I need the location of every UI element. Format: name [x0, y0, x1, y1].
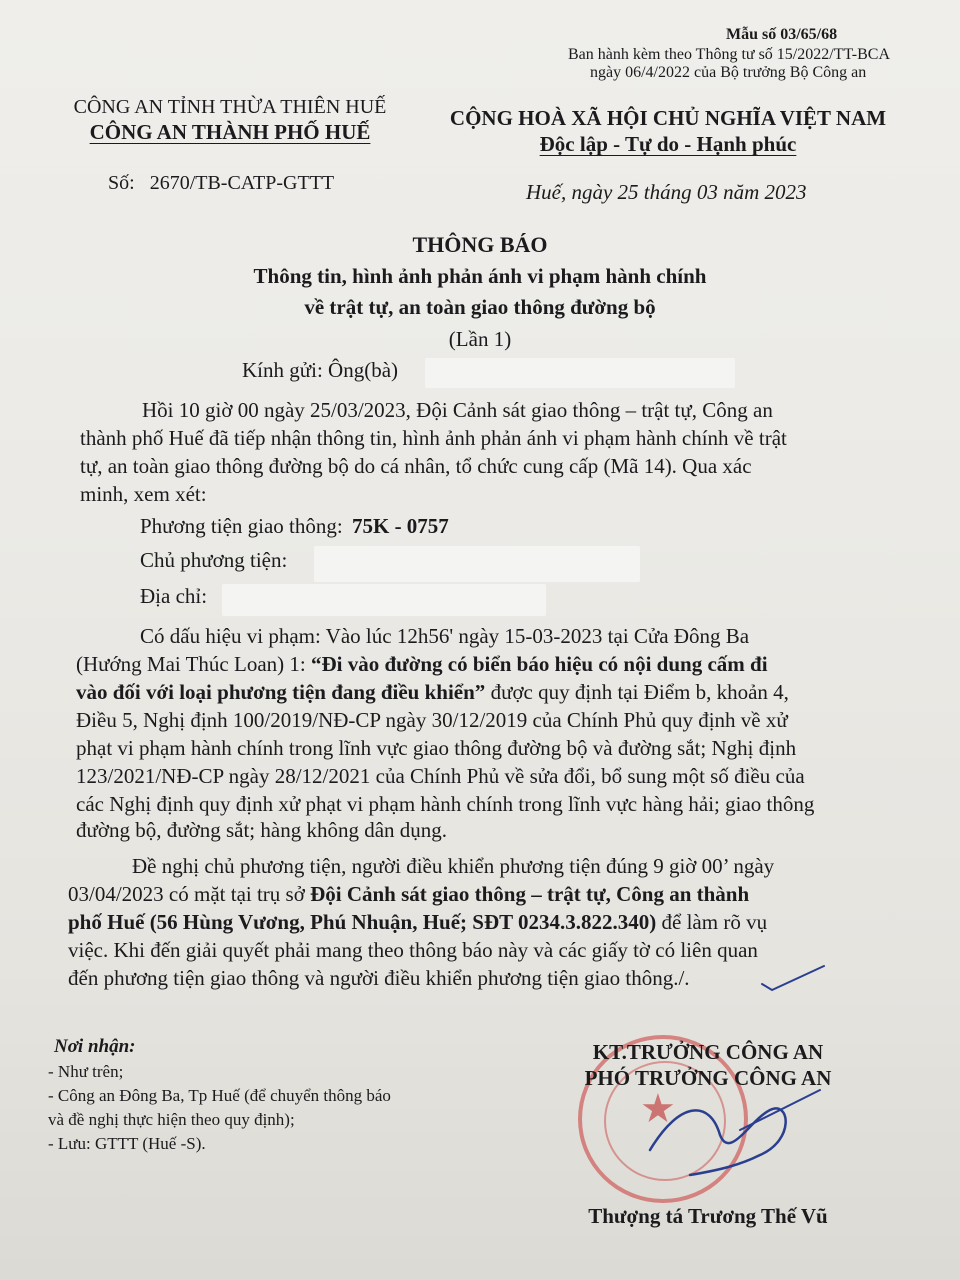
request-line-5: đến phương tiện giao thông và người điều khiển phương tiện giao thông./. — [68, 966, 690, 990]
violation-line-5: phạt vi phạm hành chính trong lĩnh vực giao thông đường bộ và đường sắt; Nghị định — [76, 736, 797, 760]
violation-line-4: Điều 5, Nghị định 100/2019/NĐ-CP ngày 30/12/2019 của Chính Phủ quy định về xử — [76, 708, 788, 732]
recipient-1: - Như trên; — [48, 1062, 124, 1081]
agency-name-text: CÔNG AN THÀNH PHỐ HUẾ — [89, 120, 371, 144]
form-issued-with: Ban hành kèm theo Thông tư số 15/2022/TT-BCA — [568, 46, 890, 63]
doc-number-label: Số: — [108, 172, 135, 194]
doc-number-line — [108, 172, 334, 195]
request-line-2 — [68, 882, 749, 907]
violation-line-6: 123/2021/NĐ-CP ngày 28/12/2021 của Chính Phủ về sửa đổi, bổ sung một số điều của — [76, 764, 805, 788]
recipient-2-cont: và đề nghị thực hiện theo quy định); — [48, 1110, 295, 1129]
seal-star-icon: ★ — [640, 1086, 676, 1131]
violation-offense-part-1: “Đi vào đường có biển báo hiệu có nội dung cấm đi — [310, 652, 768, 676]
vehicle-label: Phương tiện giao thông: — [140, 514, 343, 538]
title-line-2: về trật tự, an toàn giao thông đường bộ — [304, 295, 656, 319]
agency-parent: CÔNG AN TỈNH THỪA THIÊN HUẾ — [73, 96, 387, 118]
nation-motto — [428, 132, 908, 157]
recipient-3: - Lưu: GTTT (Huế -S). — [48, 1134, 206, 1153]
signature-title-2: PHÓ TRƯỞNG CÔNG AN — [584, 1066, 832, 1090]
vehicle-plate: 75K - 0757 — [351, 514, 449, 538]
title-line-1: Thông tin, hình ảnh phản ánh vi phạm hành chính — [253, 264, 707, 288]
intro-line-4: minh, xem xét: — [80, 482, 207, 506]
recipients-title: Nơi nhận: — [54, 1036, 136, 1057]
nation-name: CỘNG HOÀ XÃ HỘI CHỦ NGHĨA VIỆT NAM — [449, 106, 887, 130]
nation-motto-text: Độc lập - Tự do - Hạnh phúc — [539, 132, 797, 156]
violation-line-7: các Nghị định quy định xử phạt vi phạm hành chính trong lĩnh vực hàng hải; giao thông — [76, 792, 815, 816]
request-unit: Đội Cảnh sát giao thông – trật tự, Công an thành — [310, 882, 750, 906]
intro-line-3: tự, an toàn giao thông đường bộ do cá nhân, tổ chức cung cấp (Mã 14). Qua xác — [80, 454, 752, 478]
handwritten-signature — [620, 1080, 840, 1190]
check-mark — [758, 962, 828, 992]
recipient-2: - Công an Đông Ba, Tp Huế (để chuyển thông báo — [48, 1086, 391, 1105]
request-line-3 — [68, 910, 767, 935]
place-date: Huế, ngày 25 tháng 03 năm 2023 — [526, 180, 807, 204]
vehicle-line — [140, 514, 449, 539]
violation-line-8: đường bộ, đường sắt; hàng không dân dụng. — [76, 818, 448, 842]
form-number: Mẫu số 03/65/68 — [726, 26, 838, 43]
redacted-owner — [314, 546, 640, 582]
document-title: THÔNG BÁO — [412, 232, 548, 257]
doc-number: 2670/TB-CATP-GTTT — [149, 172, 335, 194]
intro-line-2: thành phố Huế đã tiếp nhận thông tin, hình ảnh phản ánh vi phạm hành chính về trật — [80, 426, 787, 450]
intro-line-1: Hồi 10 giờ 00 ngày 25/03/2023, Đội Cảnh sát giao thông – trật tự, Công an — [142, 398, 773, 422]
request-line-4: việc. Khi đến giải quyết phải mang theo thông báo này và các giấy tờ có liên quan — [68, 938, 758, 962]
redacted-addressee — [425, 358, 735, 388]
agency-name — [40, 120, 420, 145]
form-issued-date: ngày 06/4/2022 của Bộ trưởng Bộ Công an — [590, 64, 867, 81]
request-date: 03/04/2023 có mặt tại trụ sở — [68, 882, 311, 906]
addressee-label: Kính gửi: Ông(bà) — [242, 358, 399, 382]
request-line-1: Đề nghị chủ phương tiện, người điều khiển phương tiện đúng 9 giờ 00’ ngày — [132, 854, 775, 878]
owner-label: Chủ phương tiện: — [140, 548, 288, 572]
violation-offense-part-2: vào đối với loại phương tiện đang điều khiển” — [76, 680, 486, 704]
violation-line-2 — [76, 652, 768, 677]
violation-line-1: Có dấu hiệu vi phạm: Vào lúc 12h56' ngày 15-03-2023 tại Cửa Đông Ba — [140, 624, 750, 648]
signer-name: Thượng tá Trương Thế Vũ — [588, 1204, 828, 1228]
signature-title-1: KT.TRƯỞNG CÔNG AN — [592, 1040, 824, 1064]
address-label: Địa chỉ: — [140, 584, 208, 608]
violation-regulation: được quy định tại Điểm b, khoản 4, — [485, 680, 789, 704]
request-purpose: để làm rõ vụ — [656, 910, 768, 934]
request-address: phố Huế (56 Hùng Vương, Phú Nhuận, Huế; SĐT 0234.3.822.340) — [68, 910, 657, 934]
attempt-number: (Lần 1) — [448, 327, 512, 351]
redacted-address — [222, 584, 546, 616]
violation-location: (Hướng Mai Thúc Loan) 1: — [76, 652, 311, 676]
violation-line-3 — [76, 680, 789, 705]
